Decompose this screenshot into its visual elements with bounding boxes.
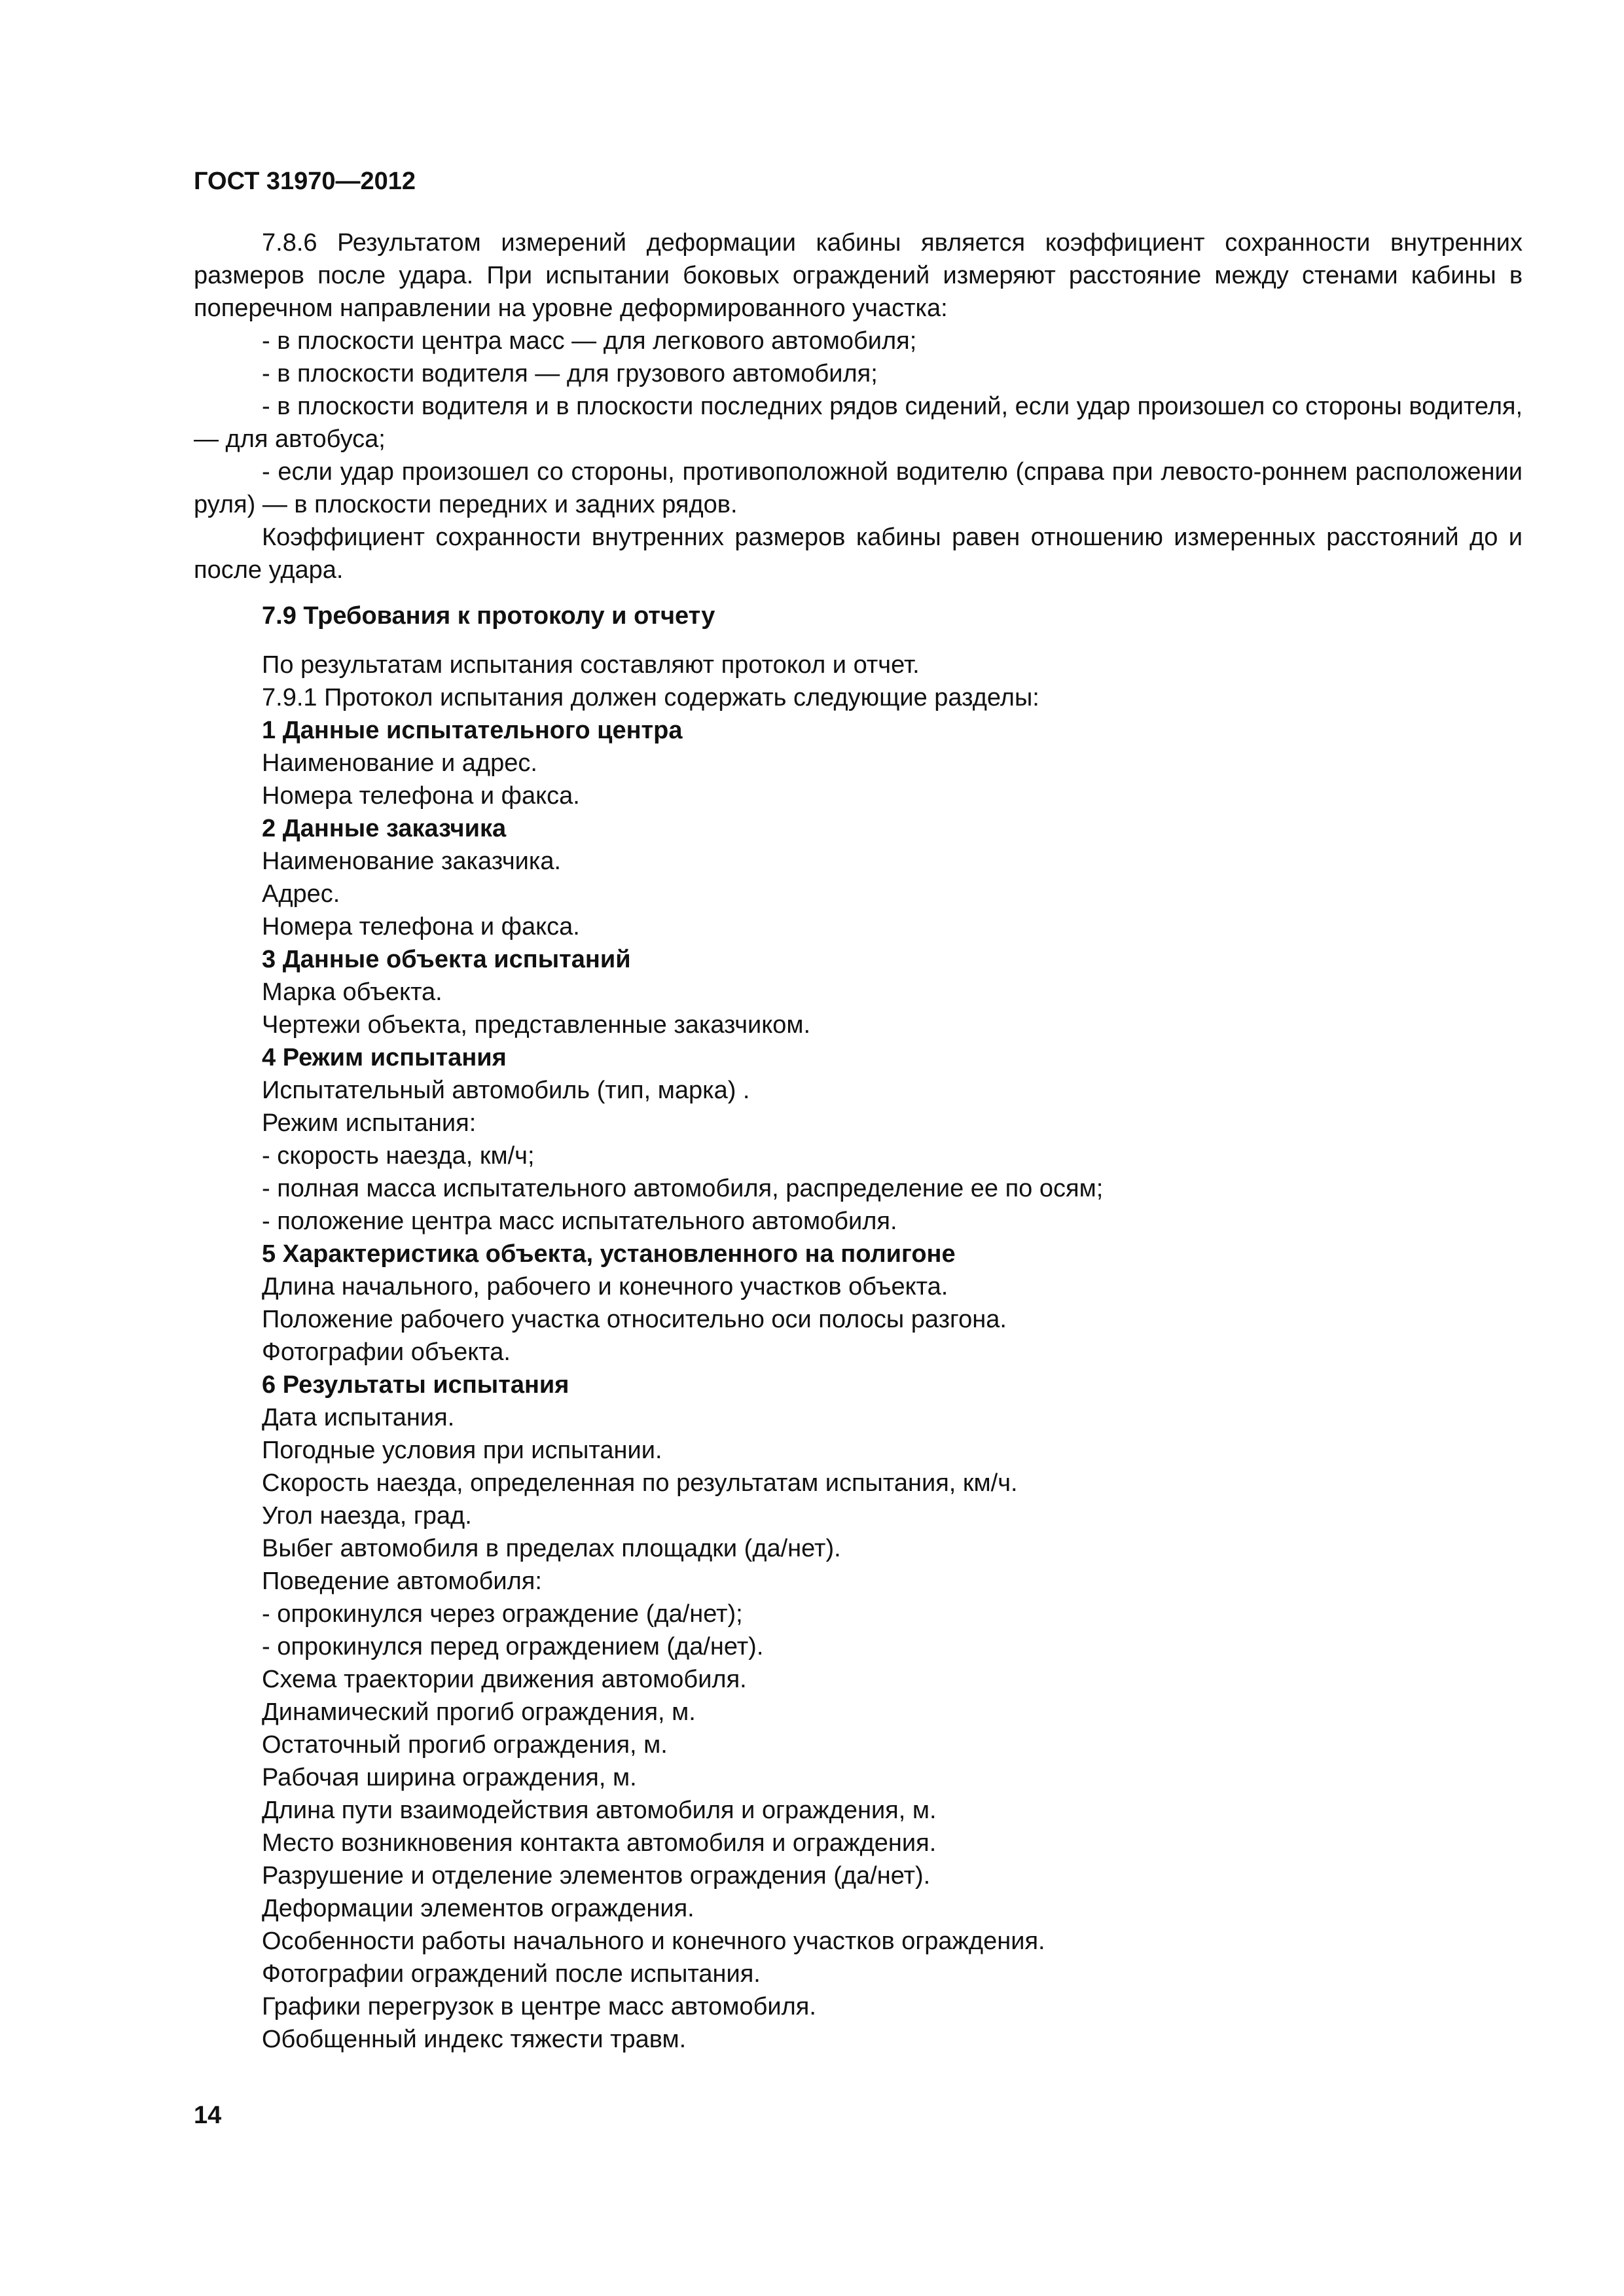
list-item: - скорость наезда, км/ч; xyxy=(262,1142,535,1170)
list-item: - в плоскости центра масс — для легкового автомобиля; xyxy=(262,327,917,355)
page-number: 14 xyxy=(194,2102,222,2129)
list-item: Режим испытания: xyxy=(262,1109,477,1137)
subsection-heading: 3 Данные объекта испытаний xyxy=(262,946,631,973)
list-item: Поведение автомобиля: xyxy=(262,1568,542,1595)
subsection-heading: 1 Данные испытательного центра xyxy=(262,717,683,744)
list-item: - в плоскости водителя и в плоскости последних рядов сидений, если удар произошел со стороны водителя, — для автобуса; xyxy=(194,393,1523,453)
subsection-heading: 6 Результаты испытания xyxy=(262,1371,569,1399)
list-item: Номера телефона и факса. xyxy=(262,913,580,941)
list-item: Номера телефона и факса. xyxy=(262,782,580,810)
list-item: Марка объекта. xyxy=(262,978,442,1006)
paragraph-7-8-6: 7.8.6 Результатом измерений деформации кабины является коэффициент сохранности внутренних размеров после удара. При испытании боковых ограждений измеряют расстояние между стенами кабины в поперечном направлении на уровне деформированного участка: xyxy=(194,229,1523,322)
list-item: Особенности работы начального и конечного участков ограждения. xyxy=(262,1928,1045,1955)
list-item: Динамический прогиб ограждения, м. xyxy=(262,1698,696,1726)
list-item: Наименование заказчика. xyxy=(262,848,562,875)
list-item: Разрушение и отделение элементов ограждения (да/нет). xyxy=(262,1862,931,1890)
list-item: Наименование и адрес. xyxy=(262,749,537,777)
list-item: - опрокинулся через ограждение (да/нет); xyxy=(262,1600,743,1628)
list-item: Схема траектории движения автомобиля. xyxy=(262,1666,747,1693)
list-item: 7.9.1 Протокол испытания должен содержать следующие разделы: xyxy=(262,684,1039,711)
list-item: Рабочая ширина ограждения, м. xyxy=(262,1764,637,1791)
list-item: Место возникновения контакта автомобиля и ограждения. xyxy=(262,1829,937,1857)
list-item: Длина пути взаимодействия автомобиля и ограждения, м. xyxy=(262,1797,937,1824)
list-item: Фотографии ограждений после испытания. xyxy=(262,1960,761,1988)
subsection-heading: 5 Характеристика объекта, установленного на полигоне xyxy=(262,1240,956,1268)
list-item: - полная масса испытательного автомобиля, распределение ее по осям; xyxy=(262,1175,1104,1202)
section-heading-7-9: 7.9 Требования к протоколу и отчету xyxy=(262,602,715,630)
list-item: Испытательный автомобиль (тип, марка) . xyxy=(262,1077,750,1104)
list-item: Остаточный прогиб ограждения, м. xyxy=(262,1731,668,1759)
subsection-heading: 4 Режим испытания xyxy=(262,1044,507,1071)
list-item: - в плоскости водителя — для грузового автомобиля; xyxy=(262,360,878,387)
list-item: Фотографии объекта. xyxy=(262,1338,511,1366)
list-item: Обобщенный индекс тяжести травм. xyxy=(262,2026,687,2053)
list-item: Погодные условия при испытании. xyxy=(262,1437,662,1464)
list-item: Длина начального, рабочего и конечного участков объекта. xyxy=(262,1273,948,1300)
list-item: Дата испытания. xyxy=(262,1404,455,1431)
subsection-heading: 2 Данные заказчика xyxy=(262,815,507,842)
list-item: Чертежи объекта, представленные заказчиком. xyxy=(262,1011,811,1039)
list-item: Угол наезда, град. xyxy=(262,1502,472,1530)
list-item: Выбег автомобиля в пределах площадки (да/нет). xyxy=(262,1535,841,1562)
list-item: По результатам испытания составляют протокол и отчет. xyxy=(262,651,920,679)
list-item: Скорость наезда, определенная по результатам испытания, км/ч. xyxy=(262,1469,1018,1497)
list-item: Графики перегрузок в центре масс автомобиля. xyxy=(262,1993,816,2020)
document-header: ГОСТ 31970—2012 xyxy=(194,168,416,195)
list-item: Положение рабочего участка относительно оси полосы разгона. xyxy=(262,1306,1007,1333)
list-item: - положение центра масс испытательного автомобиля. xyxy=(262,1208,897,1235)
protocol-items-list xyxy=(194,649,1523,2056)
paragraph-coefficient: Коэффициент сохранности внутренних размеров кабины равен отношению измеренных расстояний до и после удара. xyxy=(194,524,1523,584)
list-item: Адрес. xyxy=(262,880,340,908)
document-body xyxy=(194,226,1523,2056)
list-item: - опрокинулся перед ограждением (да/нет). xyxy=(262,1633,764,1660)
list-item: - если удар произошел со стороны, противоположной водителю (справа при левосто-роннем расположении руля) — в плоскости передних и задних рядов. xyxy=(194,458,1523,518)
list-item: Деформации элементов ограждения. xyxy=(262,1895,695,1922)
